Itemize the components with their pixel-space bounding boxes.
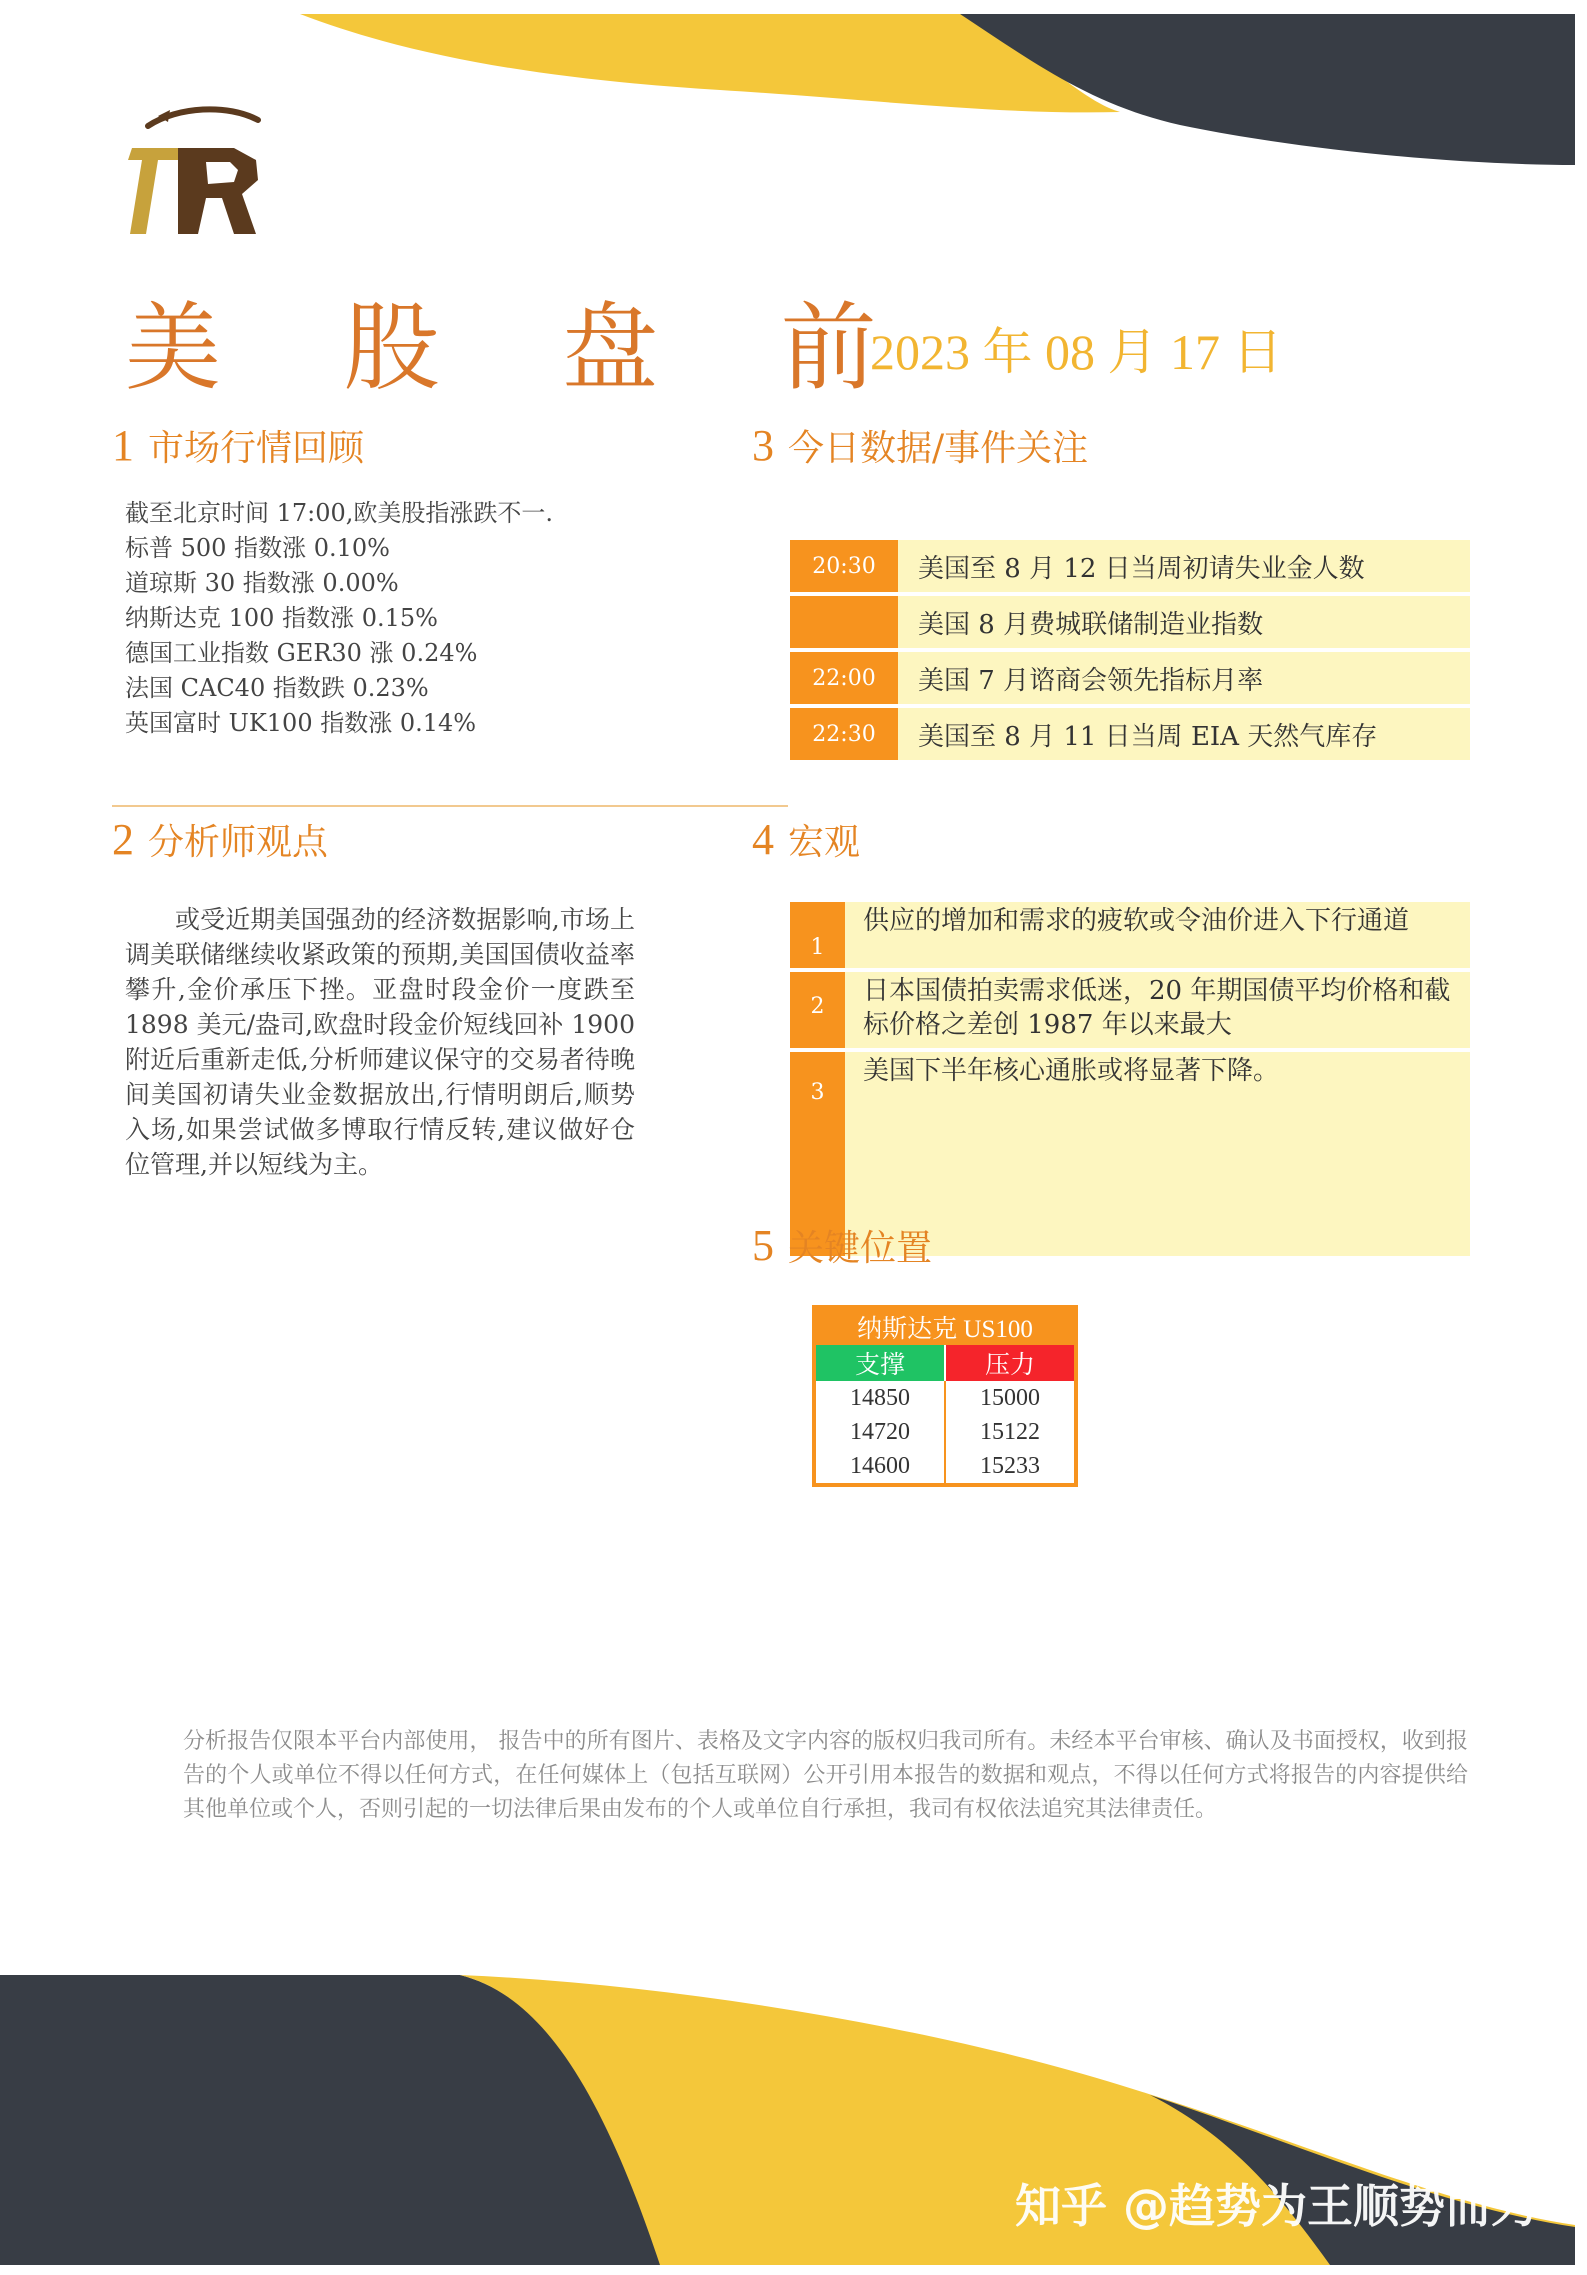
support-value: 14600 bbox=[814, 1449, 945, 1485]
section-title: 宏观 bbox=[788, 822, 861, 863]
page-title: 美 股 盘 前 bbox=[125, 292, 923, 404]
support-value: 14720 bbox=[814, 1415, 945, 1449]
support-value: 14850 bbox=[814, 1381, 945, 1415]
list-item: 截至北京时间 17:00,欧美股指涨跌不一. bbox=[125, 499, 554, 527]
levels-table-title: 纳斯达克 US100 bbox=[814, 1307, 1076, 1345]
list-item: 道琼斯 30 指数涨 0.00% bbox=[125, 569, 399, 597]
event-time bbox=[790, 594, 898, 650]
table-row bbox=[814, 1449, 1076, 1485]
analyst-paragraph: 或受近期美国强劲的经济数据影响,市场上调美联储继续收紧政策的预期,美国国债收益率攀升,金价承压下挫。亚盘时段金价一度跌至 1898 美元/盎司,欧盘时段金价短线回补 1900 附近后重新走低,分析师建议保守的交易者待晚间美国初请失业金数据放出,行情明朗后,顺势入场,如果尝试做多博取行情反转,建议做好仓位管理,并以短线为主。 bbox=[125, 905, 635, 1179]
resistance-value: 15122 bbox=[945, 1415, 1076, 1449]
macro-index: 2 bbox=[790, 970, 845, 1050]
event-text: 美国至 8 月 12 日当周初请失业金人数 bbox=[898, 540, 1470, 594]
section-events-heading bbox=[752, 420, 1088, 471]
tr-logo-icon bbox=[118, 100, 278, 240]
support-header: 支撑 bbox=[814, 1345, 945, 1381]
macro-table bbox=[790, 902, 1470, 1260]
section-number: 2 bbox=[112, 815, 134, 864]
section-number: 5 bbox=[752, 1221, 774, 1270]
event-text: 美国 8 月费城联储制造业指数 bbox=[898, 594, 1470, 650]
table-row bbox=[790, 902, 1470, 970]
table-row bbox=[814, 1415, 1076, 1449]
table-row bbox=[790, 706, 1470, 762]
list-item: 纳斯达克 100 指数涨 0.15% bbox=[125, 604, 438, 632]
section-title: 分析师观点 bbox=[148, 822, 329, 863]
key-levels-table bbox=[812, 1305, 1078, 1487]
macro-text: 美国下半年核心通胀或将显著下降。 bbox=[845, 1050, 1470, 1258]
list-item: 英国富时 UK100 指数涨 0.14% bbox=[125, 709, 477, 737]
disclaimer-text: 分析报告仅限本平台内部使用， 报告中的所有图片、表格及文字内容的版权归我司所有。未经本平台审核、确认及书面授权，收到报告的个人或单位不得以任何方式，在任何媒体上（包括互联网）公开引用本报告的数据和观点，不得以任何方式将报告的内容提供给其他单位或个人，否则引起的一切法律后果由发布的个人或单位自行承担，我司有权依法追究其法律责任。 bbox=[183, 1729, 1468, 1822]
section-title: 关键位置 bbox=[788, 1228, 933, 1269]
section-analyst-heading bbox=[112, 814, 328, 865]
section-divider bbox=[112, 805, 788, 807]
watermark: 知乎 @趋势为王顺势而为 bbox=[1015, 2179, 1538, 2233]
event-text: 美国 7 月谘商会领先指标月率 bbox=[898, 650, 1470, 706]
table-row bbox=[790, 594, 1470, 650]
table-row bbox=[814, 1381, 1076, 1415]
macro-index: 1 bbox=[790, 902, 845, 970]
event-time: 20:30 bbox=[790, 540, 898, 594]
event-time: 22:00 bbox=[790, 650, 898, 706]
event-text: 美国至 8 月 11 日当周 EIA 天然气库存 bbox=[898, 706, 1470, 762]
list-item: 德国工业指数 GER30 涨 0.24% bbox=[125, 639, 478, 667]
table-row bbox=[790, 650, 1470, 706]
event-time: 22:30 bbox=[790, 706, 898, 762]
section-number: 1 bbox=[112, 421, 134, 470]
list-item: 法国 CAC40 指数跌 0.23% bbox=[125, 674, 429, 702]
macro-index: 3 bbox=[790, 1050, 845, 1258]
market-review-list bbox=[125, 496, 553, 741]
section-market-heading bbox=[112, 420, 364, 471]
events-table bbox=[790, 540, 1470, 764]
table-row bbox=[790, 970, 1470, 1050]
resistance-value: 15233 bbox=[945, 1449, 1076, 1485]
macro-text: 供应的增加和需求的疲软或令油价进入下行通道 bbox=[845, 902, 1470, 970]
table-row bbox=[790, 540, 1470, 594]
section-title: 今日数据/事件关注 bbox=[788, 428, 1089, 469]
macro-text: 日本国债拍卖需求低迷，20 年期国债平均价格和截标价格之差创 1987 年以来最大 bbox=[845, 970, 1470, 1050]
section-title: 市场行情回顾 bbox=[148, 428, 365, 469]
section-number: 3 bbox=[752, 421, 774, 470]
list-item: 标普 500 指数涨 0.10% bbox=[125, 534, 390, 562]
analyst-view-text bbox=[125, 902, 635, 1182]
resistance-header: 压力 bbox=[945, 1345, 1076, 1381]
section-number: 4 bbox=[752, 815, 774, 864]
section-levels-heading bbox=[752, 1220, 932, 1271]
report-date: 2023 年 08 月 17 日 bbox=[870, 324, 1283, 380]
resistance-value: 15000 bbox=[945, 1381, 1076, 1415]
section-macro-heading bbox=[752, 814, 860, 865]
